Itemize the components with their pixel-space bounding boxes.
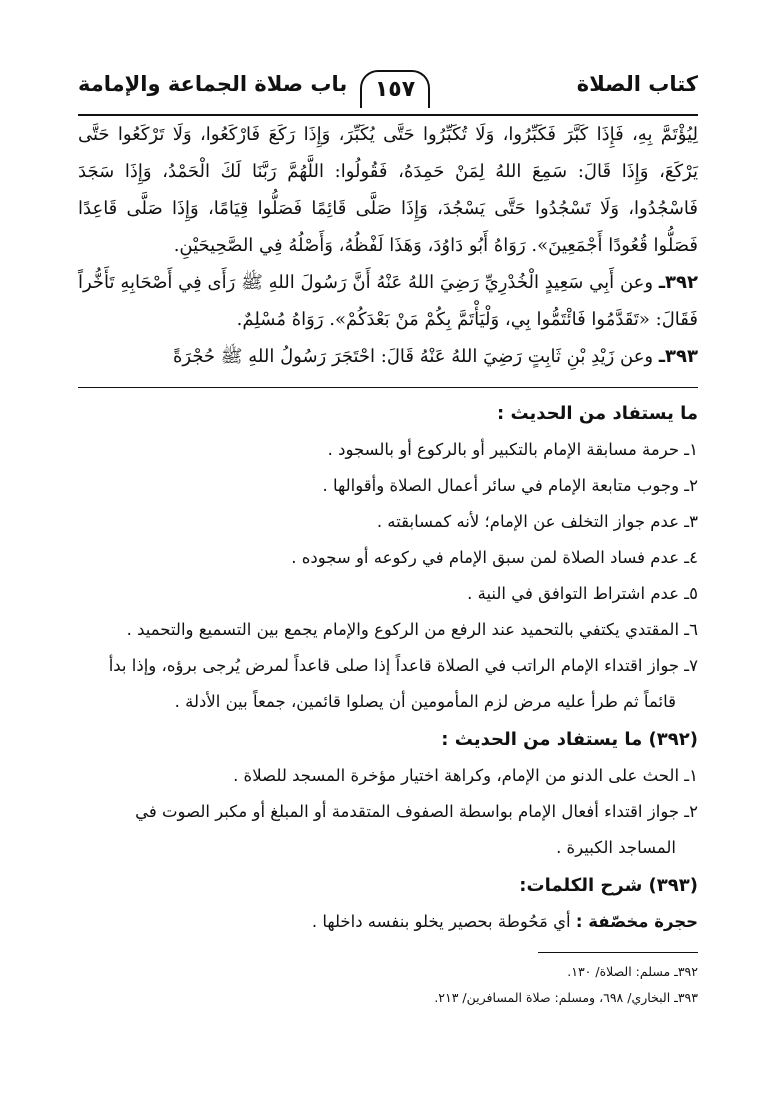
hadith-393 xyxy=(78,338,698,375)
word-term: حجرة مخصّفة : xyxy=(575,912,698,931)
notes-391-heading: ما يستفاد من الحديث : xyxy=(497,403,698,424)
notes-391-item: ٣ـ عدم جواز التخلف عن الإمام؛ لأنه كمسابقته . xyxy=(376,512,698,531)
notes-391-item: ٢ـ وجوب متابعة الإمام في سائر أعمال الصلاة وأقوالها . xyxy=(322,476,698,495)
notes-392-heading: (٣٩٢) ما يستفاد من الحديث : xyxy=(441,729,698,750)
notes-391-item: ٥ـ عدم اشتراط التوافق في النية . xyxy=(467,584,698,603)
hadith-393-text: وعن زَيْدِ بْنِ ثَابِتٍ رَضِيَ اللهُ عَنْهُ قَالَ: احْتَجَرَ رَسُولُ اللهِ ﷺ حُجْرَةً xyxy=(172,346,654,367)
notes-391-item: ٤ـ عدم فساد الصلاة لمن سبق الإمام في ركوعه أو سجوده . xyxy=(291,548,698,567)
footnotes xyxy=(78,959,698,1011)
footnote-rule xyxy=(538,952,698,953)
book-title: كتاب الصلاة xyxy=(576,72,698,96)
words-393-heading: (٣٩٣) شرح الكلمات: xyxy=(519,875,698,896)
hadith-391-continuation: لِيُؤْتَمَّ بِهِ، فَإِذَا كَبَّرَ فَكَبِّرُوا، وَلَا تُكَبِّرُوا حَتَّى يُكَبِّرَ، وَإِذَا رَكَعَ فَارْكَعُوا، وَلَا تَرْكَعُوا حَتَّى يَرْكَعَ، وَإِذَا قَالَ: سَمِعَ اللهُ لِمَنْ حَمِدَهُ، فَقُولُوا: اللَّهُمَّ رَبَّنَا لَكَ الْحَمْدُ، وَإِذَا سَجَدَ فَاسْجُدُوا، وَلَا تَسْجُدُوا حَتَّى يَسْجُدَ، وَإِذَا صَلَّى قَائِمًا فَصَلُّوا قِيَامًا، وَإِذَا صَلَّى قَاعِدًا فَصَلُّوا قُعُودًا أَجْمَعِينَ». رَوَاهُ أَبُو دَاوُدَ، وَهَذَا لَفْظُهُ، وَأَصْلُهُ فِي الصَّحِيحَيْنِ. xyxy=(78,124,698,256)
hadith-text xyxy=(78,116,698,375)
hadith-392 xyxy=(78,264,698,338)
hadith-number: ٣٩٣ـ xyxy=(658,346,698,367)
page-number: ١٥٧ xyxy=(360,70,430,108)
notes-392-item: ٢ـ جواز اقتداء أفعال الإمام بواسطة الصفوف المتقدمة أو المبلغ أو مكبر الصوت في المساجد الكبيرة . xyxy=(135,802,698,857)
commentary xyxy=(78,396,698,940)
word-definition xyxy=(78,904,698,940)
hadith-number: ٣٩٢ـ xyxy=(658,272,698,293)
notes-392-item: ١ـ الحث على الدنو من الإمام، وكراهة اختيار مؤخرة المسجد للصلاة . xyxy=(233,766,698,785)
notes-391-item: ٦ـ المقتدي يكتفي بالتحميد عند الرفع من الركوع والإمام يجمع بين التسميع والتحميد . xyxy=(126,620,698,639)
notes-391-item: ٧ـ جواز اقتداء الإمام الراتب في الصلاة قاعداً إذا صلى قاعداً لمرض يُرجى برؤه، وإذا بدأ قائماً ثم طرأ عليه مرض لزم المأمومين أن يصلوا قائمين، جمعاً بين الأدلة . xyxy=(108,656,698,711)
word-meaning: أي مَحُوطة بحصير يخلو بنفسه داخلها . xyxy=(311,912,571,931)
footnote: ٣٩٣ـ البخاري/ ٦٩٨، ومسلم: صلاة المسافرين/ ٢١٣. xyxy=(434,990,698,1005)
notes-391-item: ١ـ حرمة مسابقة الإمام بالتكبير أو بالركوع أو بالسجود . xyxy=(327,440,698,459)
chapter-title: باب صلاة الجماعة والإمامة xyxy=(78,72,348,96)
footnote: ٣٩٢ـ مسلم: الصلاة/ ١٣٠. xyxy=(567,964,698,979)
text-separator xyxy=(78,387,698,388)
hadith-392-text: وعن أَبِي سَعِيدٍ الْخُدْرِيِّ رَضِيَ اللهُ عَنْهُ أَنَّ رَسُولَ اللهِ ﷺ رَأَى فِي أَصْحَابِهِ تَأَخُّراً فَقَالَ: «تَقَدَّمُوا فَائْتَمُّوا بِي، وَلْيَأْتَمَّ بِكُمْ مَنْ بَعْدَكُمْ». رَوَاهُ مُسْلِمٌ. xyxy=(78,272,698,330)
book-page xyxy=(78,68,698,1011)
page-header xyxy=(78,68,698,116)
